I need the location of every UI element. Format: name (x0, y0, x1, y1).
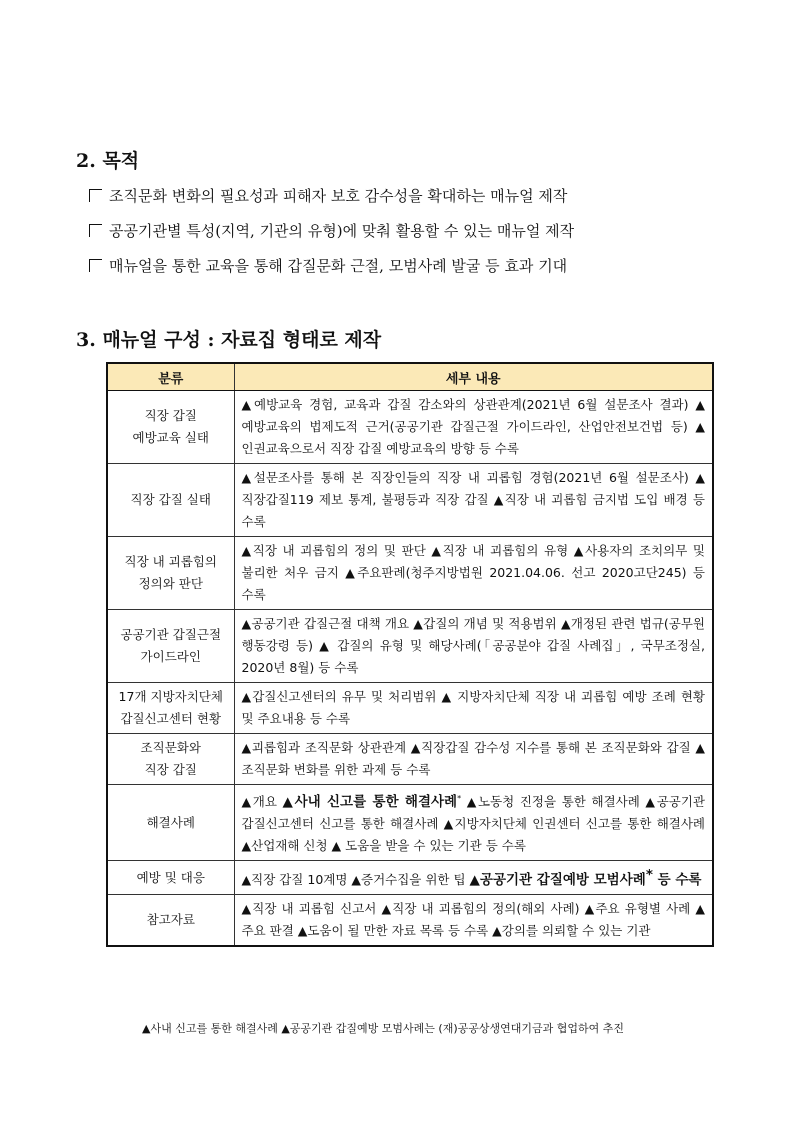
category-cell: 직장 갑질 실태 (107, 464, 234, 537)
bullet-box-icon (89, 189, 102, 202)
table-row (107, 537, 713, 610)
table-row (107, 391, 713, 464)
table-header-row (107, 363, 713, 391)
table-row (107, 683, 713, 734)
purpose-bullet: 조직문화 변화의 필요성과 피해자 보호 감수성을 확대하는 매뉴얼 제작 (89, 185, 567, 206)
table-row (107, 895, 713, 947)
detail-cell: ▲괴롭힘과 조직문화 상관관계 ▲직장갑질 감수성 지수를 통해 본 조직문화와 갑질 ▲조직문화 변화를 위한 과제 등 수록 (234, 734, 713, 785)
manual-composition-table (106, 362, 714, 947)
category-cell: 17개 지방자치단체 갑질신고센터 현황 (107, 683, 234, 734)
section-2-title: 2. 목적 (76, 150, 140, 172)
category-cell: 참고자료 (107, 895, 234, 947)
table-footnote: ▲사내 신고를 통한 해결사례 ▲공공기관 갑질예방 모범사례는 (재)공공상생연대기금과 협업하여 추진 (142, 1022, 625, 1035)
detail-cell: ▲직장 내 괴롭힘 신고서 ▲직장 내 괴롭힘의 정의(해외 사례) ▲주요 유형별 사례 ▲주요 판결 ▲도움이 될 만한 자료 목록 등 수록 ▲강의를 의뢰할 수 있는 기관 (234, 895, 713, 947)
category-cell: 예방 및 대응 (107, 861, 234, 895)
category-cell: 직장 내 괴롭힘의 정의와 판단 (107, 537, 234, 610)
table-row (107, 861, 713, 895)
purpose-bullet: 공공기관별 특성(지역, 기관의 유형)에 맞춰 활용할 수 있는 매뉴얼 제작 (89, 220, 574, 241)
table-row (107, 785, 713, 861)
detail-cell: ▲설문조사를 통해 본 직장인들의 직장 내 괴롭힘 경험(2021년 6월 설문조사) ▲직장갑질119 제보 통계, 불평등과 직장 갑질 ▲직장 내 괴롭힘 금지법 도입 배경 등 수록 (234, 464, 713, 537)
highlight-text: ▲사내 신고를 통한 해결사례 (282, 794, 458, 811)
category-cell: 직장 갑질 예방교육 실태 (107, 391, 234, 464)
footnote-mark: * (457, 794, 462, 803)
category-cell: 해결사례 (107, 785, 234, 861)
section-3-title: 3. 매뉴얼 구성 : 자료집 형태로 제작 (76, 329, 382, 351)
detail-cell: ▲예방교육 경험, 교육과 갑질 감소와의 상관관계(2021년 6월 설문조사 결과) ▲예방교육의 법제도적 근거(공공기관 갑질근절 가이드라인, 산업안전보건법 등) ▲인권교육으로서 직장 갑질 예방교육의 방향 등 수록 (234, 391, 713, 464)
detail-cell: ▲직장 내 괴롭힘의 정의 및 판단 ▲직장 내 괴롭힘의 유형 ▲사용자의 조치의무 및 불리한 처우 금지 ▲주요판례(청주지방법원 2021.04.06. 선고 2020고단245) 등 수록 (234, 537, 713, 610)
bullet-box-icon (89, 224, 102, 237)
table-row (107, 464, 713, 537)
category-cell: 조직문화와 직장 갑질 (107, 734, 234, 785)
highlight-text: ▲공공기관 갑질예방 모범사례 (469, 872, 646, 889)
purpose-bullet: 매뉴얼을 통한 교육을 통해 갑질문화 근절, 모범사례 발굴 등 효과 기대 (89, 255, 567, 276)
table-row (107, 610, 713, 683)
detail-cell: ▲공공기관 갑질근절 대책 개요 ▲갑질의 개념 및 적용범위 ▲개정된 관련 법규(공무원 행동강령 등) ▲ 갑질의 유형 및 해당사례(「공공분야 갑질 사례집」, 국무조정실, 2020년 8월) 등 수록 (234, 610, 713, 683)
detail-cell: ▲갑질신고센터의 유무 및 처리범위 ▲ 지방자치단체 직장 내 괴롭힘 예방 조례 현황 및 주요내용 등 수록 (234, 683, 713, 734)
footnote-mark: * (645, 867, 653, 884)
detail-cell: ▲개요 ▲사내 신고를 통한 해결사례* ▲노동청 진정을 통한 해결사례 ▲공공기관 갑질신고센터 신고를 통한 해결사례 ▲지방자치단체 인권센터 신고를 통한 해결사례 ▲산업재해 신청 ▲ 도움을 받을 수 있는 기관 등 수록 (234, 785, 713, 861)
header-category: 분류 (107, 363, 234, 391)
table-row (107, 734, 713, 785)
detail-cell: ▲직장 갑질 10계명 ▲증거수집을 위한 팁 ▲공공기관 갑질예방 모범사례* 등 수록 (234, 861, 713, 895)
header-detail: 세부 내용 (234, 363, 713, 391)
category-cell: 공공기관 갑질근절 가이드라인 (107, 610, 234, 683)
bullet-box-icon (89, 259, 102, 272)
